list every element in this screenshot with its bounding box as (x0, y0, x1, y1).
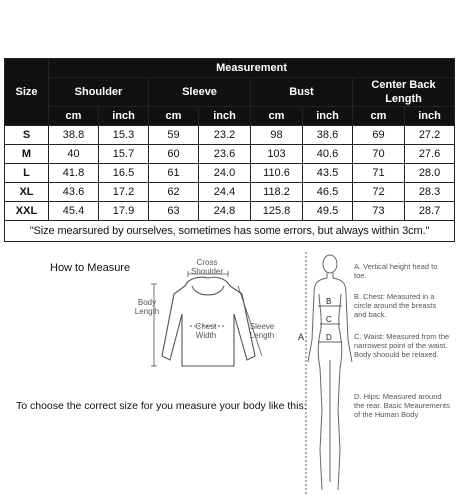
size-label: L (5, 164, 49, 183)
table-cell: 60 (149, 145, 199, 164)
table-cell: 38.8 (49, 126, 99, 145)
table-cell: 43.5 (303, 164, 353, 183)
legend-a: A. Vertical height head to toe. (354, 262, 438, 280)
column-group-row (5, 78, 455, 107)
table-cell: 24.0 (199, 164, 251, 183)
marker-b: B (326, 297, 332, 306)
table-cell: 118.2 (251, 183, 303, 202)
legend-b: B. Chest: Measured in a circle around the breasts and back. (354, 292, 437, 319)
table-cell: 43.6 (49, 183, 99, 202)
size-label: XXL (5, 202, 49, 221)
marker-a: A (298, 332, 305, 342)
table-cell: 28.0 (405, 164, 455, 183)
body-length-label: Body Length (134, 298, 160, 316)
table-cell: 40 (49, 145, 99, 164)
measure-instruction: To choose the correct size for you measure your body like this: (16, 400, 307, 412)
size-header: Size (5, 59, 49, 126)
table-cell: 49.5 (303, 202, 353, 221)
size-label: M (5, 145, 49, 164)
column-shoulder: Shoulder (49, 78, 149, 107)
size-rows (5, 126, 455, 221)
marker-d: D (326, 333, 332, 342)
table-cell: 46.5 (303, 183, 353, 202)
unit-cm: cm (49, 107, 99, 126)
sleeve-length-label: Sleeve Length (249, 322, 275, 340)
table-row (5, 164, 455, 183)
table-cell: 103 (251, 145, 303, 164)
size-label: XL (5, 183, 49, 202)
column-sleeve: Sleeve (149, 78, 251, 107)
table-cell: 27.2 (405, 126, 455, 145)
table-title: Measurement (49, 59, 455, 78)
table-cell: 63 (149, 202, 199, 221)
table-cell: 71 (353, 164, 405, 183)
table-cell: 69 (353, 126, 405, 145)
table-cell: 59 (149, 126, 199, 145)
table-row (5, 183, 455, 202)
table-cell: 24.8 (199, 202, 251, 221)
column-bust: Bust (251, 78, 353, 107)
table-cell: 17.9 (99, 202, 149, 221)
table-cell: 24.4 (199, 183, 251, 202)
table-cell: 17.2 (99, 183, 149, 202)
table-row (5, 126, 455, 145)
unit-inch: inch (99, 107, 149, 126)
note-row (5, 221, 455, 242)
table-cell: 28.3 (405, 183, 455, 202)
column-center-back-length: Center Back Length (353, 78, 455, 107)
size-table (4, 58, 455, 242)
unit-cm: cm (251, 107, 303, 126)
table-cell: 23.2 (199, 126, 251, 145)
table-cell: 40.6 (303, 145, 353, 164)
table-cell: 73 (353, 202, 405, 221)
table-cell: 41.8 (49, 164, 99, 183)
table-cell: 27.6 (405, 145, 455, 164)
size-label: S (5, 126, 49, 145)
marker-c: C (326, 315, 332, 324)
table-row (5, 145, 455, 164)
table-cell: 98 (251, 126, 303, 145)
unit-inch: inch (303, 107, 353, 126)
table-cell: 70 (353, 145, 405, 164)
table-cell: 72 (353, 183, 405, 202)
measurement-note: "Size mearsured by ourselves, sometimes has some errors, but always within 3cm." (5, 221, 455, 242)
unit-cm: cm (353, 107, 405, 126)
table-cell: 15.3 (99, 126, 149, 145)
body-figure-icon (300, 250, 360, 500)
table-cell: 38.6 (303, 126, 353, 145)
how-to-measure-title: How to Measure (50, 262, 131, 274)
table-cell: 61 (149, 164, 199, 183)
table-row (5, 202, 455, 221)
table-cell: 110.6 (251, 164, 303, 183)
unit-inch: inch (199, 107, 251, 126)
table-cell: 23.6 (199, 145, 251, 164)
table-title-row (5, 59, 455, 78)
unit-inch: inch (405, 107, 455, 126)
chest-width-label: Chest Width (195, 322, 217, 340)
unit-row (5, 107, 455, 126)
legend-c: C. Waist: Measured from the narrowest point of the waist. Body shoould be relaxed. (354, 332, 450, 359)
table-cell: 62 (149, 183, 199, 202)
table-cell: 15.7 (99, 145, 149, 164)
table-cell: 28.7 (405, 202, 455, 221)
table-cell: 16.5 (99, 164, 149, 183)
unit-cm: cm (149, 107, 199, 126)
table-cell: 45.4 (49, 202, 99, 221)
how-to-measure-section (0, 250, 458, 504)
cross-shoulder-label: Cross Shoulder (190, 258, 224, 276)
table-cell: 125.8 (251, 202, 303, 221)
legend-d: D. Hips: Measured around the rear. Basic Meaurements of the Human Body (354, 392, 450, 419)
